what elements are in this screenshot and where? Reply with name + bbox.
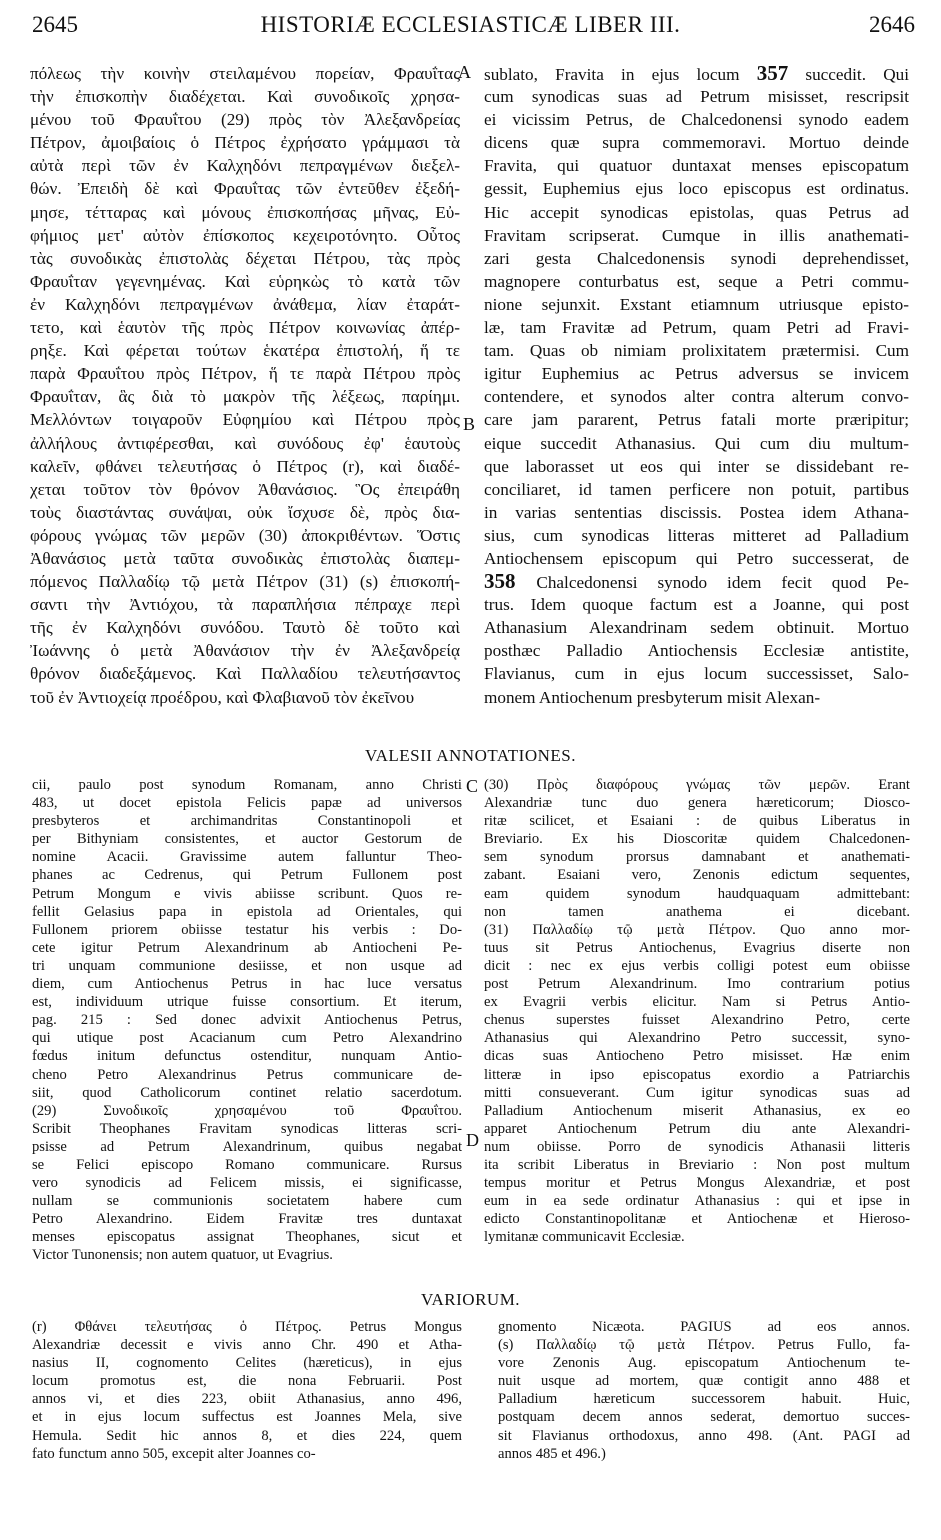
text-line: tuus sit Petrus Antiochenus, Evagrius diserte non — [484, 939, 910, 956]
text-line: trus. Idem quoque factum est a Joanne, qui post — [484, 595, 909, 615]
text-line: nullam se communionis societatem habere cum — [32, 1193, 462, 1210]
page-number-right: 2646 — [869, 12, 915, 37]
valesii-annotations-right — [484, 776, 910, 1246]
text-line: Fravitam scripserat. Cumque in illis anathemati- — [484, 225, 909, 245]
text-line: fellit Gelasius papa in epistola ad Orientales, qui — [32, 903, 462, 920]
text-line: care jam pararent, Petrus fatali morte præripitur; — [484, 410, 909, 430]
text-line: τὰς συνοδικὰς ἐπιστολὰς δέχεται Πέτρου, τὰς πρὸς — [30, 248, 460, 268]
text-line: τετο, καὶ ἑαυτὸν τῆς πρὸς Πέτρον κοινωνίας ἀπέρ- — [30, 318, 460, 338]
text-line: (s) Παλλαδίῳ τῷ μετὰ Πέτρον. Petrus Fullo, fa- — [498, 1337, 910, 1354]
page-header — [0, 4, 941, 48]
text-line: Φραυΐταν, ἃς διὰ τὸ μακρὸν τῆς λέξεως, παρίημι. — [30, 387, 460, 407]
text-line: Φραυΐταν γεγενημένας. Καὶ εὑρηκὼς τὸ κατὰ τῶν — [30, 271, 460, 291]
text-line: cete igitur Petrum Alexandrinum ab Antiocheni Pe- — [32, 939, 462, 956]
text-line: φήμιος μετ' αὐτὸν ἐπίσκοπος κεχειροτόνητο. Οὗτος — [30, 225, 460, 245]
text-line: Ἀθανάσιος μετὰ ταῦτα συνοδικὰς ἐπιστολὰς διαπεμ- — [30, 548, 460, 568]
text-line: gnomento Nicæota. PAGIUS ad eos annos. — [498, 1319, 910, 1335]
text-line: sem synodum prorsus damnabant et anathemati- — [484, 849, 910, 866]
text-line: nuit usque ad mortem, quæ contigit anno 488 et — [498, 1373, 910, 1390]
text-line: σαντι τὴν Ἀντιόχου, τὰ παραπλήσια πέπραχε περὶ — [30, 595, 460, 615]
text-line: αὐτὰ περὶ τῶν ἐν Καλχηδόνι πεπραγμένων διεξελ- — [30, 156, 460, 176]
running-title: HISTORIÆ ECCLESIASTICÆ LIBER III. — [260, 12, 681, 37]
text-line: καλεῖν, φθάνει τελευτήσας ὁ Πέτρος (r), καὶ διαδέ- — [30, 456, 460, 476]
text-line: per Bithyniam consistentes, et auctor Gestorum de — [32, 831, 462, 848]
text-line: Hic accepit synodicas epistolas, quas Petrus ad — [484, 202, 909, 222]
text-line: Palladium Antiochenum miserit Athanasius, ex eo — [484, 1102, 910, 1119]
text-line: Μελλόντων τοιγαροῦν Εὐφημίου καὶ Πέτρου πρὸς — [30, 410, 460, 430]
text-line: non tamen anathema ei dicebant. — [484, 903, 910, 920]
text-line: chenus superstes fuisset Alexandrino Petro, certe — [484, 1012, 910, 1029]
page-number-left: 2645 — [32, 12, 78, 37]
section-heading-variorum: VARIORUM. — [420, 1290, 521, 1309]
text-line: eam quidem synodum haudquaquam admittebant: — [484, 885, 910, 902]
text-line: igitur Euphemius ac Petrus adversus se invicem — [484, 364, 909, 384]
text-line: zari gesta Chalcedonensis synodi deprehendisset, — [484, 248, 909, 268]
text-line: (30) Πρὸς διαφόρους γνώμας τῶν μερῶν. Erant — [484, 777, 910, 793]
text-line: litteræ in ipso episcopatus exordio a Patriarchis — [484, 1066, 910, 1083]
text-line: Ἰωάννης ὁ μετὰ Ἀθανάσιον τὴν ἐν Ἀλεξανδρείᾳ — [30, 641, 460, 661]
text-line: posthæc Palladio Antiochensis Ecclesiæ antistite, — [484, 641, 909, 661]
page-marker-358: 358 — [484, 570, 537, 594]
text-line: Hemula. Sedit hic annos 8, et dies 224, quem — [32, 1427, 462, 1444]
text-line: ρηξε. Καὶ φέρεται τούτων ἑκατέρα ἐπιστολή, ἥ τε — [30, 341, 460, 361]
text-line: ei vicissim Petrus, de Chalcedonensi synodo eadem — [484, 110, 909, 130]
text-line: μένου τοῦ Φραυΐτου (29) πρὸς τὸν Ἀλεξανδρείας — [30, 110, 460, 130]
text-line: et in ejus locum suffectus est Joannes Mela, sive — [32, 1409, 462, 1426]
text-line: nione sejunxit. Exstant etiamnum utriusque episto- — [484, 294, 909, 314]
text-line: 358 Chalcedonensi synodo idem fecit quod Pe- — [484, 570, 909, 594]
text-line: παρὰ Φραυΐτου πρὸς Πέτρον, ἥ τε παρὰ Πέτρου πρὸς — [30, 364, 460, 384]
text-line: Breviario. Ex his Dioscoritæ quidem Chalcedonen- — [484, 831, 910, 848]
text-line: sit Flavianus orthodoxus, anno 498. (Ant. PAGI ad — [498, 1427, 910, 1444]
text-line: sublato, Fravita in ejus locum 357 succedit. Qui — [484, 62, 909, 85]
latin-text-column — [484, 62, 909, 709]
text-line: edicto Constantinopolitanæ et Antiochenæ et Hieroso- — [484, 1211, 910, 1228]
text-line: contendere, et synodos alter contra alterum convo- — [484, 387, 909, 407]
margin-letter-c: C — [466, 776, 479, 796]
text-line: post Petrum Alexandrinum. Imo contrarium potius — [484, 976, 910, 993]
text-line: in varias sententias discissis. Postea idem Athana- — [484, 502, 909, 522]
text-line: Athanasium Alexandrinam sedem obtinuit. Mortuo — [484, 618, 909, 638]
greek-text-column — [30, 62, 460, 709]
text-line: πόλεως τὴν κοινὴν στειλαμένου πορείαν, Φραυΐτας — [30, 64, 460, 83]
text-line: magnopere conturbatus est, seque a Petri commu- — [484, 271, 909, 291]
text-line: φόρους γνώμας τῶν μερῶν (30) ἀποκριθέντων. Ὅστις — [30, 525, 460, 545]
text-line: postquam decem annos sederat, demortuo succes- — [498, 1409, 910, 1426]
text-line: Petro Alexandrino. Eidem Fravitæ tres duntaxat — [32, 1211, 462, 1228]
text-line-suffix: succedit. Qui — [788, 65, 909, 84]
text-line: Fravita, qui quatuor duntaxat menses episcopatum — [484, 156, 909, 176]
text-line: presbyteros et archimandritas Constantinopoli et — [32, 813, 462, 830]
text-line: nomine Acacii. Gravissime autem falluntur Theo- — [32, 849, 462, 866]
text-line: fato functum anno 505, excepit alter Joannes co- — [32, 1445, 316, 1462]
variorum-notes-left — [32, 1318, 462, 1463]
variorum-notes-right — [498, 1318, 910, 1463]
text-line: dicens quæ supra commemoravi. Mortuo deinde — [484, 133, 909, 153]
text-line: gessit, Euphemius ejus loco episcopus est ordinatus. — [484, 179, 909, 199]
text-line: ἀλλήλους ἀντιφέρεσθαι, καὶ συνόδους ἐφ' ἑαυτοὺς — [30, 433, 460, 453]
text-line: dicit : nec ex ejus verbis colligi potest eum obiisse — [484, 957, 910, 974]
text-line: num obiisse. Porro de synodicis Athanasii litteris — [484, 1138, 910, 1155]
text-line: fœdus initum defunctus ostenditur, nunquam Antio- — [32, 1048, 462, 1065]
text-line: dicas suas Antiocheno Petro misisset. Hæ enim — [484, 1048, 910, 1065]
page-marker-357: 357 — [756, 62, 789, 85]
text-line: cum synodicas suas ad Petrum misisset, rescripsit — [484, 87, 909, 107]
text-line: phanes ac Cedrenus, qui Petrum Fullonem post — [32, 867, 462, 884]
text-line: psisse ad Petrum Alexandrinum, quibus negabat — [32, 1138, 462, 1155]
margin-letter-b: B — [463, 414, 476, 434]
text-line: Scribit Theophanes Fravitam synodicas litteras scri- — [32, 1120, 462, 1137]
text-line: eum in ea sede ordinatur Athanasius : qui et ipse in — [484, 1193, 910, 1210]
text-line: Petrum Mongum e vivis abiisse scribunt. Quos re- — [32, 885, 462, 902]
text-line: τοὺς διαστάντας συνάψαι, οὐκ ἴσχυσε δὲ, πρὸς δια- — [30, 502, 460, 522]
text-line: mitti consueverant. Cum igitur synodicas suas ad — [484, 1084, 910, 1101]
text-line: πόμενος Παλλαδίῳ τῷ μετὰ Πέτρον (31) (s) ἐπισκοπή- — [30, 572, 460, 592]
text-line: (29) Συνοδικοῖς χρησαμένου τοῦ Φραυΐτου. — [32, 1102, 462, 1119]
text-line: lymitanæ communicavit Ecclesiæ. — [484, 1229, 685, 1246]
margin-letter-a: A — [458, 62, 471, 82]
text-line: Palladium hæreticum successorem habuit. Huic, — [498, 1391, 910, 1408]
text-line: (31) Παλλαδίῳ τῷ μετὰ Πέτρον. Quo anno mor- — [484, 921, 910, 938]
text-line: siit, quod Catholicorum continet relatio sacerdotum. — [32, 1084, 462, 1101]
text-line: menses episcopatus assignat Theophanes, sicut et — [32, 1229, 462, 1246]
text-line: τῆς ἐν Καλχηδόνι συνόδου. Ταυτὸ δὲ τοῦτο καὶ — [30, 618, 460, 638]
text-line: est, individuum utrique fuisse consortium. Et iterum, — [32, 994, 462, 1011]
text-line: conciliaret, id tamen perficere non potuit, partibus — [484, 479, 909, 499]
text-line: tam. Quas ob nimiam prolixitatem prætermisi. Cum — [484, 341, 909, 361]
text-line: ita scribit Liberatus in Breviario : Non post multum — [484, 1156, 910, 1173]
text-line: Fullonem priorem obiisse testatur his verbis : Do- — [32, 921, 462, 938]
text-line: monem Antiochenum presbyterum misit Alexan- — [484, 687, 821, 707]
section-heading-valesii: VALESII ANNOTATIONES. — [365, 746, 576, 765]
text-line: pag. 215 : Sed donec advixit Antiochenus Petrus, — [32, 1012, 462, 1029]
text-line: Πέτρον, ἀμοιβαίοις ὁ Πέτρος ἐχρήσατο γράμμασι τὰ — [30, 133, 460, 153]
text-line: se Felici episcopo Romano communicare. Rursus — [32, 1156, 462, 1173]
text-line: τοῦ ἐν Ἀντιοχείᾳ προέδρου, καὶ Φλαβιανοῦ τὸν ἐκεῖνου — [30, 687, 415, 707]
text-line: zabant. Esaiani vero, Zenonis edictum sequentes, — [484, 867, 910, 884]
text-line: qui utique post Acacianum cum Petro Alexandrino — [32, 1030, 462, 1047]
text-line: ex Evagrii verbis elicitur. Nam si Petrus Antio- — [484, 994, 910, 1011]
text-line: Athanasius qui Alexandrino Petro successit, syno- — [484, 1030, 910, 1047]
text-line: nasius II, cognomento Celites (hæreticus), in ejus — [32, 1355, 462, 1372]
text-line: 483, ut docet epistola Felicis papæ ad universos — [32, 795, 462, 812]
text-line: tri unquam communione desiisse, et non usque ad — [32, 957, 462, 974]
text-line: diem, cum Antiochenus Petrus in hac luce versatus — [32, 976, 462, 993]
text-line: Alexandriæ tunc duo genera hæreticorum; Diosco- — [484, 795, 910, 812]
text-line: sius, cum synodicas litteras mitteret ad Palladium — [484, 525, 909, 545]
text-line: Alexandriæ decessit e vivis anno Chr. 490 et Atha- — [32, 1337, 462, 1354]
text-line: τὴν ἐπισκοπὴν διαδέχεται. Καὶ συνοδικοῖς χρησα- — [30, 87, 460, 107]
text-line: (r) Φθάνει τελευτήσας ὁ Πέτρος. Petrus Mongus — [32, 1319, 462, 1335]
text-line: χεται τοῦτον τὸν θρόνον Ἀθανάσιος. Ὃς ἐπειράθη — [30, 479, 460, 499]
text-line: apparet Antiochenum Petrum diu ante Alexandri- — [484, 1120, 910, 1137]
text-line: Victor Tunonensis; non autem quatuor, ut Evagrius. — [32, 1247, 333, 1264]
text-line: cii, paulo post synodum Romanam, anno Christi — [32, 777, 462, 793]
text-line: ἐν Καλχηδόνι πεπραγμένων ἀνάθεμα, λίαν ἐταράτ- — [30, 294, 460, 314]
text-line: μησε, τέτταρας καὶ μόνους ἐπισκοπήσας μῆνας, Εὐ- — [30, 202, 460, 222]
text-line: vore Zenonis Aug. episcopatum Antiochenum te- — [498, 1355, 910, 1372]
text-line: θρόνον διαδεξάμενος. Καὶ Παλλαδίου τελευτήσαντος — [30, 664, 460, 684]
text-line: θών. Ἐπειδὴ δὲ καὶ Φραυΐτας τῶν ἐντεῦθεν ἐξεδή- — [30, 179, 460, 199]
text-line: ritæ scilicet, et Esaiani : de quibus Liberatus in — [484, 813, 910, 830]
text-line: Antiochensem episcopum qui Petro successerat, de — [484, 548, 909, 568]
text-line: eique succedit Athanasius. Qui cum diu multum- — [484, 433, 909, 453]
text-line: cheno Petro Alexandrinus Petrus communicare de- — [32, 1066, 462, 1083]
text-line: læ, tam Fravitæ ad Petrum, quam Petri ad Fravi- — [484, 318, 909, 338]
text-line: que laborasset ut eos qui inter se dissidebant re- — [484, 456, 909, 476]
text-line: Flavianus, cum in ejus locum successisset, Salo- — [484, 664, 909, 684]
text-line: annos vi, et dies 223, obiit Athanasius, anno 496, — [32, 1391, 462, 1408]
text-line: tempus moritur et Petrus Mongus Alexandriæ, et post — [484, 1175, 910, 1192]
text-line: annos 485 et 496.) — [498, 1445, 606, 1462]
text-line: vero synodicis ad Felicem missis, ei significasse, — [32, 1175, 462, 1192]
margin-letter-d: D — [466, 1130, 479, 1150]
text-line: locum promotus est, die nona Februarii. Post — [32, 1373, 462, 1390]
valesii-annotations-left — [32, 776, 462, 1265]
